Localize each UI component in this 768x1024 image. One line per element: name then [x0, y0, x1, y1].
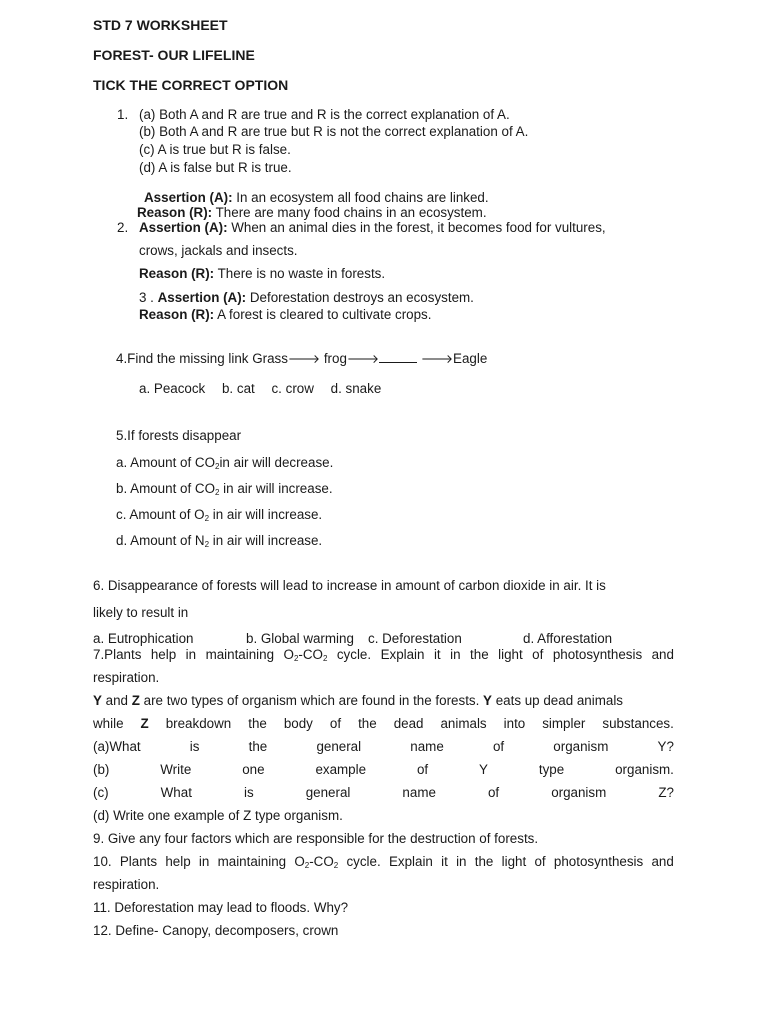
q4-stem	[116, 351, 487, 367]
q10-word: 10.	[93, 854, 112, 869]
q10-word: cycle.	[346, 854, 381, 869]
q6-option-c: c. Deforestation	[368, 631, 462, 646]
q8-z-label: Z	[131, 693, 140, 708]
q5-option-b	[116, 481, 333, 497]
q8-word: while	[93, 716, 124, 731]
q8-c-word: What	[160, 785, 192, 800]
q8-word: simpler	[542, 716, 586, 731]
q8-a-word: general	[316, 739, 362, 754]
q8-b-word: of	[416, 762, 429, 777]
q8-a-word: Y?	[657, 739, 674, 754]
q8-part-d: (d) Write one example of Z type organism.	[93, 808, 343, 823]
q3-number: 3 .	[139, 290, 158, 305]
q7-word: light	[498, 647, 523, 662]
q5-option-b-sub: 2	[215, 488, 220, 497]
q5-option-d-post: in air will increase.	[209, 533, 323, 548]
q6-option-b: b. Global warming	[246, 631, 354, 646]
q7-word: maintaining	[205, 647, 275, 662]
q10-line-1	[93, 854, 674, 870]
q8-line-1	[93, 693, 623, 709]
q8-a-word: the	[248, 739, 268, 754]
q1-assertion-label: Assertion (A):	[144, 190, 233, 205]
q5-option-d-sub: 2	[204, 540, 210, 549]
q3-reason	[139, 307, 431, 323]
q10-word: help	[165, 854, 191, 869]
q8-word: into	[503, 716, 526, 731]
q10-word: in	[456, 854, 467, 869]
q2-assertion	[139, 220, 606, 236]
q8-y-label-2: Y	[483, 693, 492, 708]
q8-line-1-mid: are two types of organism which are found in the forests.	[139, 693, 484, 708]
q7-line-1	[93, 647, 674, 663]
instruction-heading: TICK THE CORRECT OPTION	[93, 77, 289, 93]
q1-reason	[137, 205, 487, 221]
q8-part-a	[93, 739, 674, 755]
worksheet-title: STD 7 WORKSHEET	[93, 17, 228, 33]
q10-word: in	[198, 854, 210, 869]
q7-formula-o: O	[283, 647, 294, 662]
q3-reason-label: Reason (R):	[139, 307, 215, 322]
ar-option-c: (c) A is true but R is false.	[139, 142, 291, 157]
q10-word: and	[651, 854, 674, 869]
q5-option-a-post: in air will decrease.	[219, 455, 334, 470]
q8-y-label: Y	[93, 693, 102, 708]
q7-word: of	[532, 647, 544, 662]
q1-reason-text: There are many food chains in an ecosystem.	[212, 205, 487, 220]
q8-a-word: of	[492, 739, 505, 754]
q11-text: 11. Deforestation may lead to floods. Why?	[93, 900, 349, 915]
q8-b-word: organism.	[615, 762, 674, 777]
q8-word: body	[283, 716, 313, 731]
q4-prefix: 4.Find the missing link Grass	[116, 351, 288, 366]
q5-option-d	[116, 533, 322, 549]
q5-option-b-post: in air will increase.	[219, 481, 333, 496]
q7-line-2: respiration.	[93, 670, 160, 685]
q5-option-a-sub: 2	[215, 462, 220, 471]
q8-a-word: is	[189, 739, 200, 754]
arrow-right-icon: 🡒	[287, 352, 321, 366]
q8-word: the	[358, 716, 377, 731]
q10-formula	[294, 854, 338, 870]
q7-formula	[284, 647, 328, 663]
q10-word: Explain	[388, 854, 433, 869]
q8-part-c	[93, 785, 674, 801]
q1-reason-label: Reason (R):	[137, 205, 213, 220]
q8-c-word: of	[487, 785, 500, 800]
q5-option-c-pre: c. Amount of O	[116, 507, 205, 522]
q2-reason-label: Reason (R):	[139, 266, 215, 281]
q1-assertion	[144, 190, 489, 206]
q8-c-word: general	[305, 785, 351, 800]
q8-b-word: Y	[479, 762, 488, 777]
q10-word: photosynthesis	[553, 854, 644, 869]
q10-word: light	[501, 854, 527, 869]
q5-stem: 5.If forests disappear	[116, 428, 242, 443]
q10-formula-co: -CO	[309, 854, 334, 869]
q7-word: help	[150, 647, 177, 662]
q8-z-label-inline: Z	[140, 716, 149, 731]
q8-word: dead	[393, 716, 424, 731]
q8-c-word: name	[402, 785, 436, 800]
q2-assertion-text-1: When an animal dies in the forest, it becomes food for vultures,	[227, 220, 606, 235]
ar-options-number: 1.	[117, 107, 129, 122]
q4-suffix: Eagle	[453, 351, 488, 366]
q8-b-word: Write	[160, 762, 192, 777]
q8-c-word: (c)	[93, 785, 109, 800]
q3-assertion	[139, 290, 474, 306]
q7-word: it	[433, 647, 441, 662]
q8-b-word: one	[242, 762, 265, 777]
q9-text: 9. Give any four factors which are responsible for the destruction of forests.	[93, 831, 539, 846]
q8-line-2	[93, 716, 674, 732]
q6-line-2: likely to result in	[93, 605, 189, 620]
q10-formula-o: O	[294, 854, 305, 869]
q8-word: the	[248, 716, 267, 731]
arrow-right-icon: 🡒	[346, 352, 380, 366]
q4-option-b: b. cat	[221, 381, 255, 396]
q3-assertion-text: Deforestation destroys an ecosystem.	[246, 290, 474, 305]
q8-c-word: is	[243, 785, 254, 800]
q8-b-word: (b)	[93, 762, 110, 777]
q10-formula-o-sub: 2	[304, 861, 310, 870]
q7-word: in	[450, 647, 461, 662]
q5-option-c-sub: 2	[204, 514, 210, 523]
q10-word: the	[474, 854, 494, 869]
q4-option-a: a. Peacock	[139, 381, 206, 396]
q4-options	[139, 381, 381, 397]
q7-formula-o-sub: 2	[293, 654, 299, 663]
q7-word: in	[185, 647, 197, 662]
q8-line-1-end: eats up dead animals	[491, 693, 624, 708]
q6-option-d: d. Afforestation	[523, 631, 613, 646]
q8-word: of	[329, 716, 342, 731]
q8-word: animals	[440, 716, 487, 731]
q8-and: and	[101, 693, 132, 708]
q10-word: Plants	[119, 854, 158, 869]
q7-word: photosynthesis	[552, 647, 643, 662]
q5-option-d-pre: d. Amount of N	[116, 533, 205, 548]
q2-reason	[139, 266, 385, 282]
q8-c-word: Z?	[658, 785, 674, 800]
ar-option-d: (d) A is false but R is true.	[139, 160, 292, 175]
q5-option-b-pre: b. Amount of CO	[116, 481, 215, 496]
q8-b-word: example	[315, 762, 367, 777]
q5-option-a-pre: a. Amount of CO	[116, 455, 215, 470]
q8-part-b	[93, 762, 674, 778]
ar-option-b: (b) Both A and R are true but R is not the correct explanation of A.	[139, 124, 529, 139]
q2-number: 2.	[117, 220, 129, 235]
q7-word: Explain	[380, 647, 425, 662]
q7-formula-co: -CO	[298, 647, 323, 662]
arrow-right-icon: 🡒	[420, 352, 454, 366]
q6-line-1: 6. Disappearance of forests will lead to increase in amount of carbon dioxide in air. It is	[93, 578, 606, 593]
q3-assertion-label: Assertion (A):	[157, 290, 247, 305]
q8-a-word: organism	[553, 739, 609, 754]
q2-assertion-label: Assertion (A):	[139, 220, 228, 235]
q8-a-word: name	[410, 739, 444, 754]
q7-word: the	[470, 647, 489, 662]
q2-assertion-text-2: crows, jackals and insects.	[139, 243, 298, 258]
q5-option-c-post: in air will increase.	[209, 507, 323, 522]
q10-word: of	[534, 854, 546, 869]
q10-word: maintaining	[217, 854, 287, 869]
q2-reason-text: There is no waste in forests.	[214, 266, 386, 281]
q7-word: cycle.	[336, 647, 372, 662]
q12-text: 12. Define- Canopy, decomposers, crown	[93, 923, 339, 938]
q4-option-d: d. snake	[330, 381, 382, 396]
q4-blank	[379, 352, 417, 363]
ar-option-a: (a) Both A and R are true and R is the correct explanation of A.	[139, 107, 510, 122]
q10-word: it	[441, 854, 448, 869]
q7-formula-co-sub: 2	[322, 654, 328, 663]
q5-option-c	[116, 507, 322, 523]
q1-assertion-text: In an ecosystem all food chains are linked.	[232, 190, 489, 205]
q3-reason-text: A forest is cleared to cultivate crops.	[214, 307, 432, 322]
q10-line-2: respiration.	[93, 877, 160, 892]
q8-word: breakdown	[165, 716, 232, 731]
q4-option-c: c. crow	[271, 381, 314, 396]
q7-word: 7.Plants	[93, 647, 142, 662]
q6-option-a: a. Eutrophication	[93, 631, 194, 646]
q8-b-word: type	[538, 762, 565, 777]
q8-a-word: (a)What	[93, 739, 141, 754]
q8-c-word: organism	[551, 785, 607, 800]
q4-mid: frog	[320, 351, 347, 366]
q8-word: substances.	[602, 716, 674, 731]
q10-formula-co-sub: 2	[333, 861, 339, 870]
q7-word: and	[651, 647, 674, 662]
q5-option-a	[116, 455, 333, 471]
chapter-title: FOREST- OUR LIFELINE	[93, 47, 255, 63]
